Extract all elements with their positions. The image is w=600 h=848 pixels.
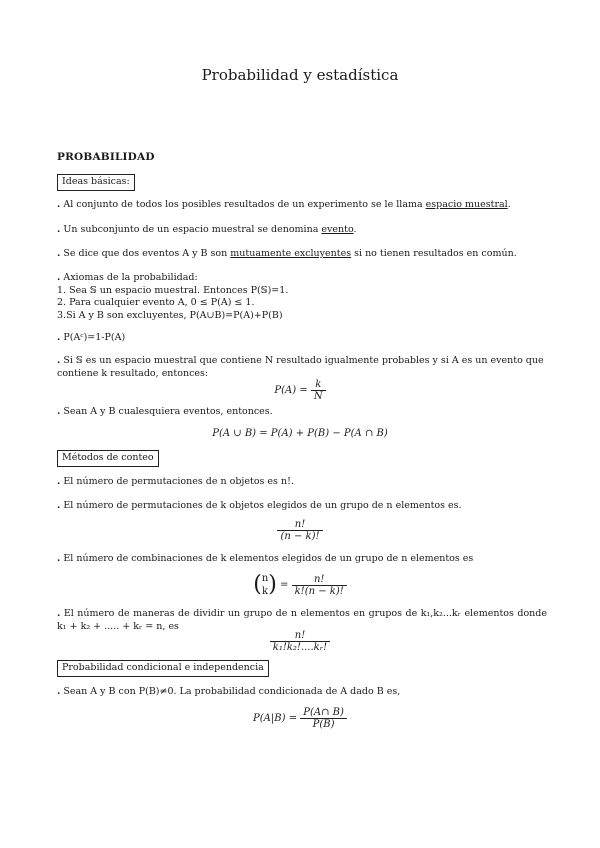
text: Sean A y B cualesquiera eventos, entonces.: [63, 406, 273, 417]
fraction: [292, 574, 347, 597]
section-heading: PROBABILIDAD: [57, 151, 155, 163]
numerator: P(A∩ B): [303, 707, 344, 718]
binomial: ( n k ): [253, 572, 277, 597]
text: El número de combinaciones de k elementos elegidos de un grupo de n elementos es: [63, 553, 474, 564]
equation-classical-probability: [0, 379, 600, 402]
text: El número de permutaciones de n objetos es n!.: [63, 476, 294, 487]
paragraph-event: . Un subconjunto de un espacio muestral se denomina evento.: [57, 224, 357, 235]
text: El número de permutaciones de k objetos elegidos de un grupo de n elementos es.: [63, 500, 462, 511]
axioms-heading: Axiomas de la probabilidad:: [63, 272, 198, 283]
text: si no tienen resultados en común.: [351, 248, 517, 259]
axiom-3: 3.Si A y B son excluyentes, P(A∪B)=P(A)+P(B): [57, 309, 283, 321]
text: Se dice que dos eventos A y B son: [63, 248, 231, 259]
binom-bottom: k: [262, 586, 269, 597]
denominator: N: [311, 390, 326, 402]
axiom-2: 2. Para cualquier evento A, 0 ≤ P(A) ≤ 1.: [57, 297, 255, 308]
complement-rule: P(Aᶜ)=1-P(A): [63, 332, 126, 343]
paragraph-combinations: . El número de combinaciones de k elementos elegidos de un grupo de n elementos es: [57, 553, 474, 564]
eq-lhs: P(A) =: [274, 385, 308, 396]
paragraph-conditional: . Sean A y B con P(B)≠0. La probabilidad condicionada de A dado B es,: [57, 686, 401, 697]
numerator: n!: [294, 519, 306, 530]
page-title: Probabilidad y estadística: [201, 66, 399, 84]
denominator: k₁!k₂!....kᵣ!: [270, 641, 330, 653]
denominator: k!(n − k)!: [292, 585, 347, 597]
numerator: k: [315, 379, 322, 390]
text: Si 𝕊 es un espacio muestral que contiene N resultado igualmente probables y si A es un evento que contiene k resultado, entonces:: [57, 355, 544, 379]
equation-multinomial: [0, 630, 600, 653]
subsection-box-basic-ideas: Ideas básicas:: [57, 174, 135, 191]
binom-top: n: [261, 573, 269, 584]
paragraph-equiprobable: . Si 𝕊 es un espacio muestral que contiene N resultado igualmente probables y si A es un evento que contiene k resultado, entonces:: [57, 355, 544, 379]
equation-conditional: [0, 707, 600, 730]
denominator: (n − k)!: [277, 530, 322, 542]
fraction: [277, 519, 322, 542]
paragraph-exclusive: . Se dice que dos eventos A y B son mutuamente excluyentes si no tienen resultados en común.: [57, 248, 517, 259]
fraction: [270, 630, 330, 653]
term-sample-space: espacio muestral: [425, 199, 508, 210]
paragraph-axioms: . Axiomas de la probabilidad: 1. Sea 𝕊 un espacio muestral. Entonces P(𝕊)=1. 2. Para cualquier evento A, 0 ≤ P(A) ≤ 1. 3.Si A y B son excluyentes, P(A∪B)=P(A)+P(B): [57, 272, 547, 322]
axiom-1: 1. Sea 𝕊 un espacio muestral. Entonces P(𝕊)=1.: [57, 284, 289, 296]
equation-combinations: ( n k ) = $\frac{n!}{k!(n - k)!}$: [0, 572, 600, 598]
paragraph-complement: . P(Aᶜ)=1-P(A): [57, 332, 126, 343]
paragraph-sample-space: . Al conjunto de todos los posibles resultados de un experimento se le llama espacio muestral.: [57, 199, 511, 210]
subsection-box-conditional: Probabilidad condicional e independencia: [57, 660, 269, 677]
subsection-box-counting: Métodos de conteo: [57, 450, 159, 467]
equation-partial-permutations: [0, 519, 600, 542]
term-mutually-exclusive: mutuamente excluyentes: [230, 248, 352, 259]
numerator: n!: [294, 630, 306, 641]
text: Al conjunto de todos los posibles resultados de un experimento se le llama: [63, 199, 426, 210]
denominator: P(B): [300, 718, 347, 730]
paragraph-union: . Sean A y B cualesquiera eventos, entonces.: [57, 406, 273, 417]
eq-lhs: P(A|B) =: [253, 713, 298, 724]
paragraph-multinomial: . El número de maneras de dividir un grupo de n elementos en grupos de k₁,k₂...kᵣ elementos donde k₁ + k₂ + ..... + kᵣ = n, es: [57, 608, 547, 632]
paragraph-permutations: . El número de permutaciones de n objetos es n!.: [57, 476, 294, 487]
paragraph-partial-permutations: . El número de permutaciones de k objetos elegidos de un grupo de n elementos es.: [57, 500, 462, 511]
text: Sean A y B con P(B)≠0. La probabilidad condicionada de A dado B es,: [63, 686, 401, 697]
term-event: evento: [321, 224, 354, 235]
numerator: n!: [313, 573, 325, 585]
text: Un subconjunto de un espacio muestral se denomina: [63, 224, 322, 235]
fraction: [311, 379, 326, 402]
equation-union: P(A ∪ B) = P(A) + P(B) − P(A ∩ B): [212, 428, 388, 439]
fraction: [300, 707, 347, 730]
text: El número de maneras de dividir un grupo de n elementos en grupos de k₁,k₂...kᵣ elementos donde k₁ + k₂ + ..... + kᵣ = n, es: [57, 608, 547, 632]
